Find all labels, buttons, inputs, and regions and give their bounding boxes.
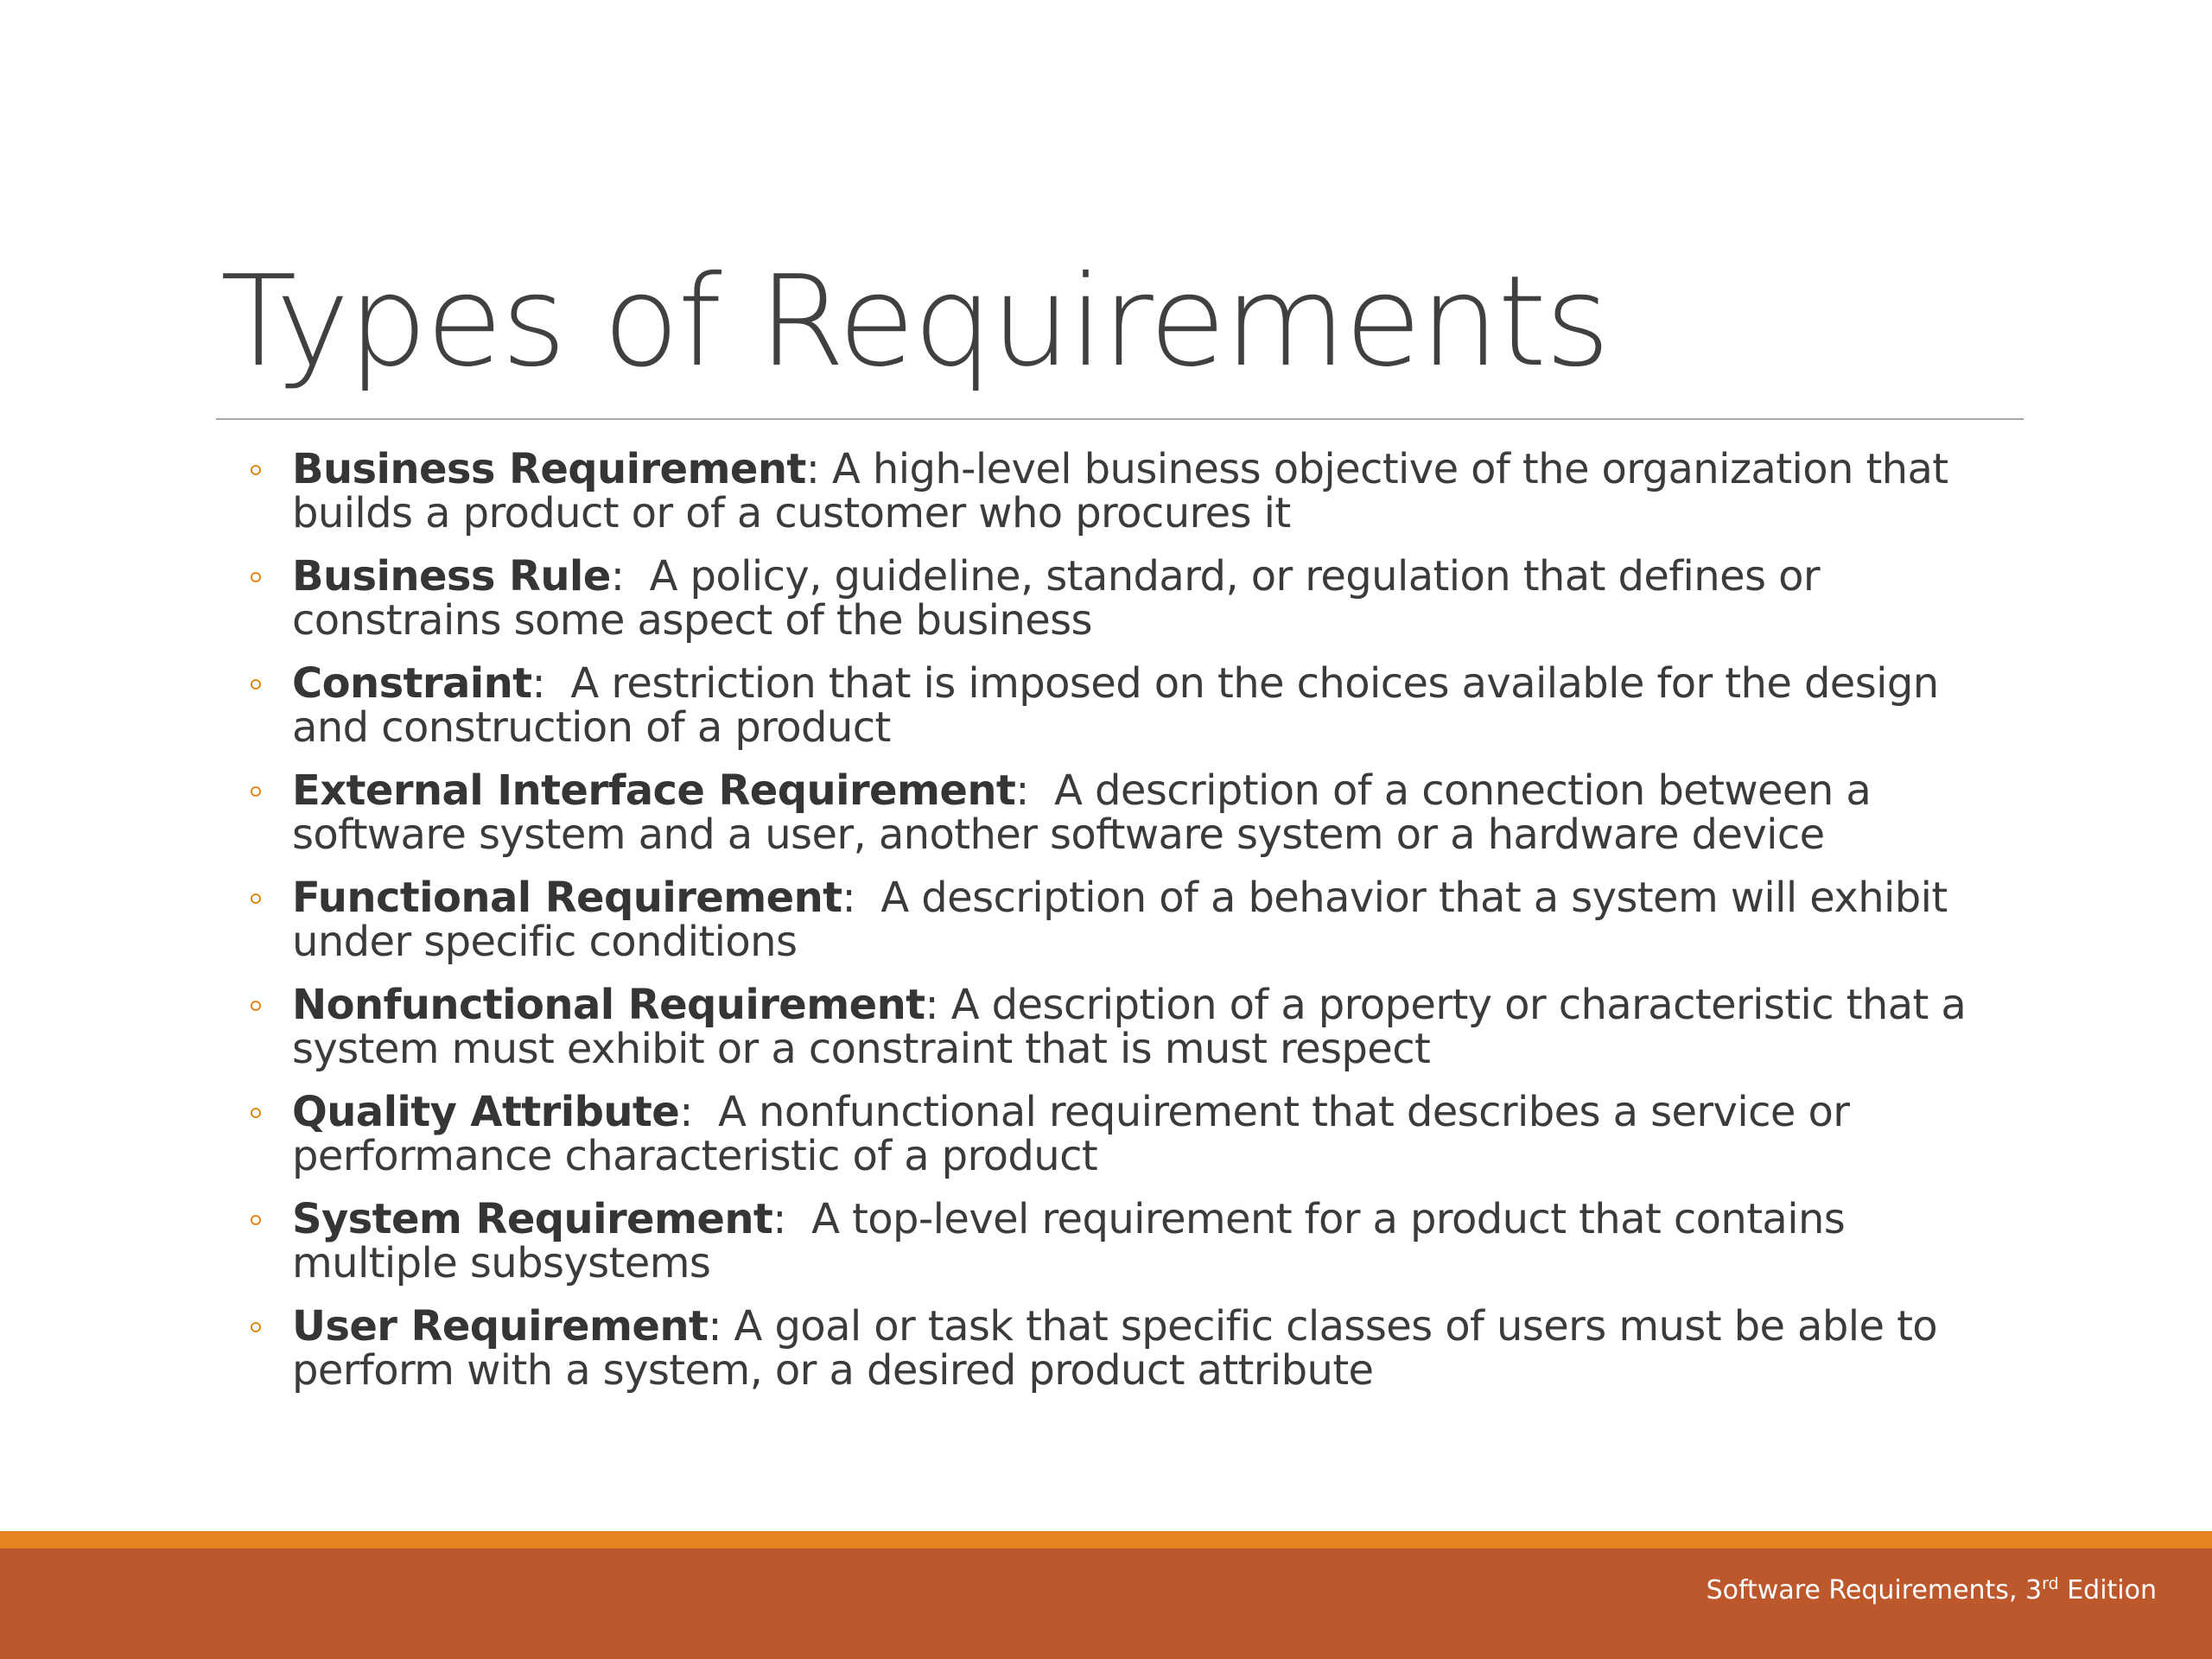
- definition-external-interface-requirement: A description of a connection between a software system and a user, another software system or a hardware device: [292, 766, 1884, 859]
- circle-bullet-icon: [246, 880, 265, 918]
- term-functional-requirement: Functional Requirement: [292, 874, 842, 922]
- slide-title: Types of Requirements: [220, 249, 1609, 395]
- term-separator: :: [1015, 766, 1029, 815]
- term-system-requirement: System Requirement: [292, 1195, 773, 1243]
- circle-bullet-icon: [246, 772, 265, 810]
- list-item: [246, 766, 2000, 859]
- circle-bullet-icon: [246, 1308, 265, 1346]
- term-quality-attribute: Quality Attribute: [292, 1088, 680, 1136]
- term-separator: :: [531, 659, 546, 708]
- footer-book-title: [1707, 1573, 2157, 1608]
- term-separator: :: [679, 1088, 693, 1136]
- list-item: [246, 1195, 2000, 1287]
- term-separator: :: [772, 1195, 786, 1243]
- circle-bullet-icon: [246, 558, 265, 596]
- list-item: [246, 552, 2000, 645]
- definition-business-requirement: A high-level business objective of the organization that builds a product or of a customer who procures it: [292, 445, 1961, 537]
- definition-nonfunctional-requirement: A description of a property or characteristic that a system must exhibit or a constraint that is must respect: [292, 981, 1979, 1073]
- title-divider: [216, 418, 2024, 420]
- definition-business-rule: A policy, guideline, standard, or regulation that defines or constrains some aspect of the business: [292, 552, 1833, 645]
- circle-bullet-icon: [246, 665, 265, 703]
- list-item: [246, 983, 2000, 1071]
- term-external-interface-requirement: External Interface Requirement: [292, 766, 1016, 815]
- footer-accent-stripe: [0, 1531, 2212, 1548]
- term-business-rule: Business Rule: [292, 552, 611, 601]
- definition-functional-requirement: A description of a behavior that a system will exhibit under specific conditions: [292, 874, 1961, 966]
- list-item: [246, 1090, 2000, 1179]
- term-constraint: Constraint: [292, 659, 532, 708]
- list-item: [246, 445, 2000, 537]
- list-item: [246, 876, 2000, 964]
- circle-bullet-icon: [246, 987, 265, 1025]
- list-item: [246, 659, 2000, 752]
- circle-bullet-icon: [246, 1094, 265, 1132]
- footer-ordinal-suffix: rd: [2042, 1574, 2059, 1593]
- footer-text-edition: Edition: [2058, 1575, 2157, 1605]
- requirement-types-list: [246, 445, 2000, 1412]
- footer-text-main: Software Requirements, 3: [1706, 1575, 2043, 1605]
- definition-user-requirement: A goal or task that specific classes of users must be able to perform with a system, or a desired product attribute: [292, 1302, 1950, 1395]
- term-user-requirement: User Requirement: [292, 1302, 709, 1351]
- term-separator: :: [708, 1302, 721, 1351]
- term-separator: :: [925, 981, 939, 1029]
- circle-bullet-icon: [246, 451, 265, 489]
- term-nonfunctional-requirement: Nonfunctional Requirement: [292, 981, 925, 1029]
- term-separator: :: [610, 552, 625, 601]
- definition-system-requirement: A top-level requirement for a product that contains multiple subsystems: [292, 1195, 1858, 1287]
- definition-constraint: A restriction that is imposed on the choices available for the design and construction of a product: [292, 659, 1952, 752]
- list-item: [246, 1302, 2000, 1395]
- term-business-requirement: Business Requirement: [292, 445, 806, 493]
- circle-bullet-icon: [246, 1201, 265, 1239]
- term-separator: :: [842, 874, 856, 922]
- term-separator: :: [805, 445, 820, 493]
- definition-quality-attribute: A nonfunctional requirement that describes a service or performance characteristic of a product: [292, 1088, 1863, 1180]
